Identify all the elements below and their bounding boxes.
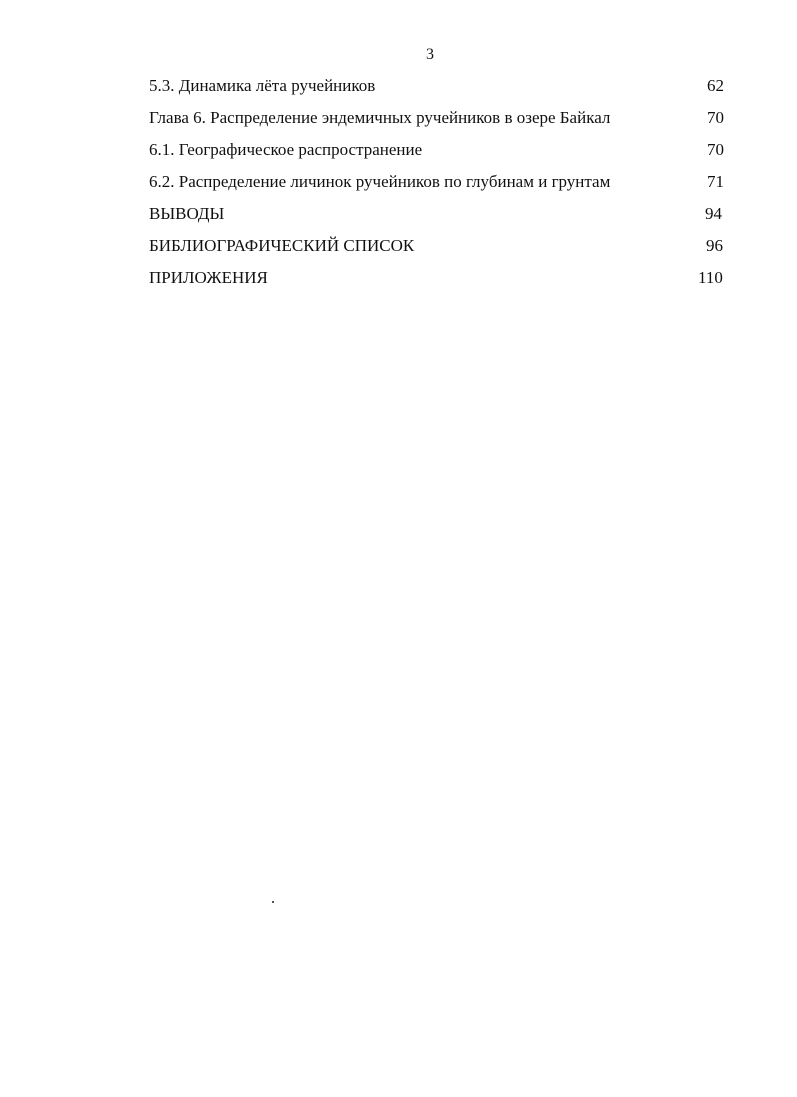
- toc-entry: [149, 138, 729, 170]
- toc-entry-title: 6.1. Географическое распространение: [149, 140, 423, 159]
- toc-entry-title: Глава 6. Распределение эндемичных ручейников в озере Байкал: [149, 108, 611, 127]
- toc-entry-title: ПРИЛОЖЕНИЯ: [149, 268, 268, 287]
- toc-entry: [149, 170, 729, 202]
- toc-entry-title: 6.2. Распределение личинок ручейников по глубинам и грунтам: [149, 172, 611, 191]
- toc-entry-title: ВЫВОДЫ: [149, 204, 225, 223]
- toc-entry-title: БИБЛИОГРАФИЧЕСКИЙ СПИСОК: [149, 236, 415, 255]
- toc-entry-page: 71: [707, 172, 724, 191]
- toc-entry-page: 62: [707, 76, 724, 95]
- toc-entry: [149, 234, 729, 266]
- toc-entry-page: 70: [707, 108, 724, 127]
- toc-entry-page: 110: [698, 268, 723, 287]
- toc-entry-title: 5.3. Динамика лёта ручейников: [149, 76, 376, 95]
- toc-entry: [149, 266, 729, 298]
- toc-entry: [149, 202, 729, 234]
- toc-entry-page: 70: [707, 140, 724, 159]
- toc-entry: [149, 74, 729, 106]
- page-number: 3: [426, 46, 434, 63]
- table-of-contents: [149, 74, 729, 298]
- toc-entry: [149, 106, 729, 138]
- toc-entry-page: 96: [706, 236, 723, 255]
- toc-entry-page: 94: [705, 204, 722, 223]
- scan-speck: [272, 901, 274, 903]
